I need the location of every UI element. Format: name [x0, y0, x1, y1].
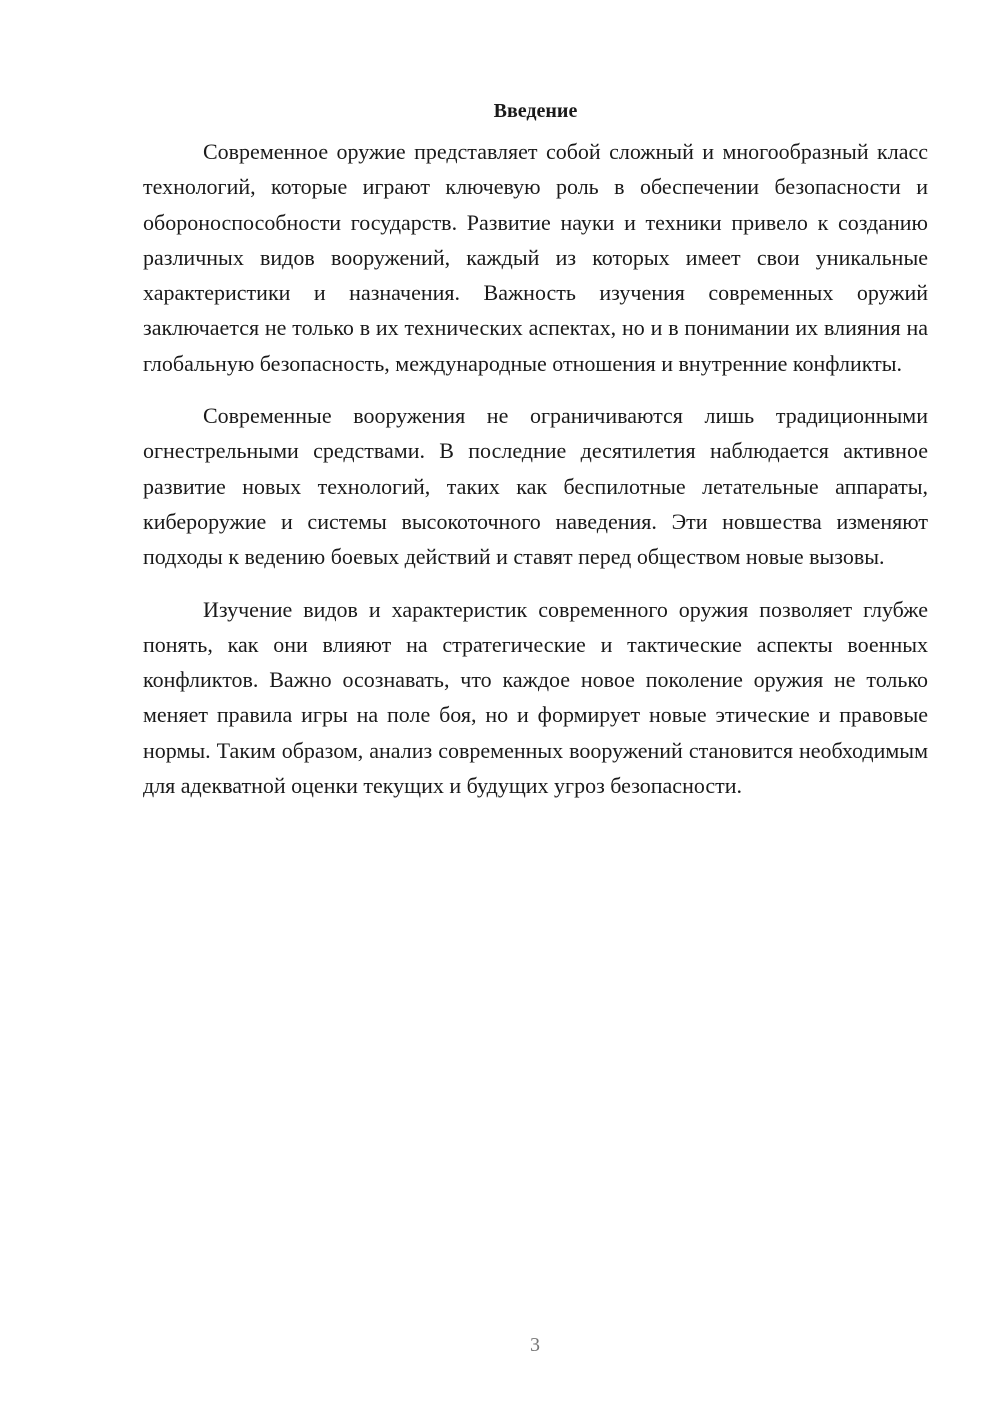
paragraph-1: Современное оружие представляет собой сложный и многообразный класс технологий, которые играют ключевую роль в обеспечении безопасности и обороноспособности государств. Развитие науки и техники привело к созданию различных видов вооружений, каждый из которых имеет свои уникальные характеристики и назначения. Важность изучения современных оружий заключается не только в их технических аспектах, но и в понимании их влияния на глобальную безопасность, международные отношения и внутренние конфликты.: [143, 139, 928, 376]
section-heading: Введение: [493, 100, 578, 122]
page-content: [143, 96, 928, 820]
paragraph-3: Изучение видов и характеристик современного оружия позволяет глубже понять, как они влияют на стратегические и тактические аспекты военных конфликтов. Важно осознавать, что каждое новое поколение оружия не только меняет правила игры на поле боя, но и формирует новые этические и правовые нормы. Таким образом, анализ современных вооружений становится необходимым для адекватной оценки текущих и будущих угроз безопасности.: [143, 596, 928, 799]
paragraph-2: Современные вооружения не ограничиваются лишь традиционными огнестрельными средствами. В последние десятилетия наблюдается активное развитие новых технологий, таких как беспилотные летательные аппараты, кибероружие и системы высокоточного наведения. Эти новшества изменяют подходы к ведению боевых действий и ставят перед обществом новые вызовы.: [143, 403, 928, 570]
page-number: 3: [530, 1334, 540, 1356]
